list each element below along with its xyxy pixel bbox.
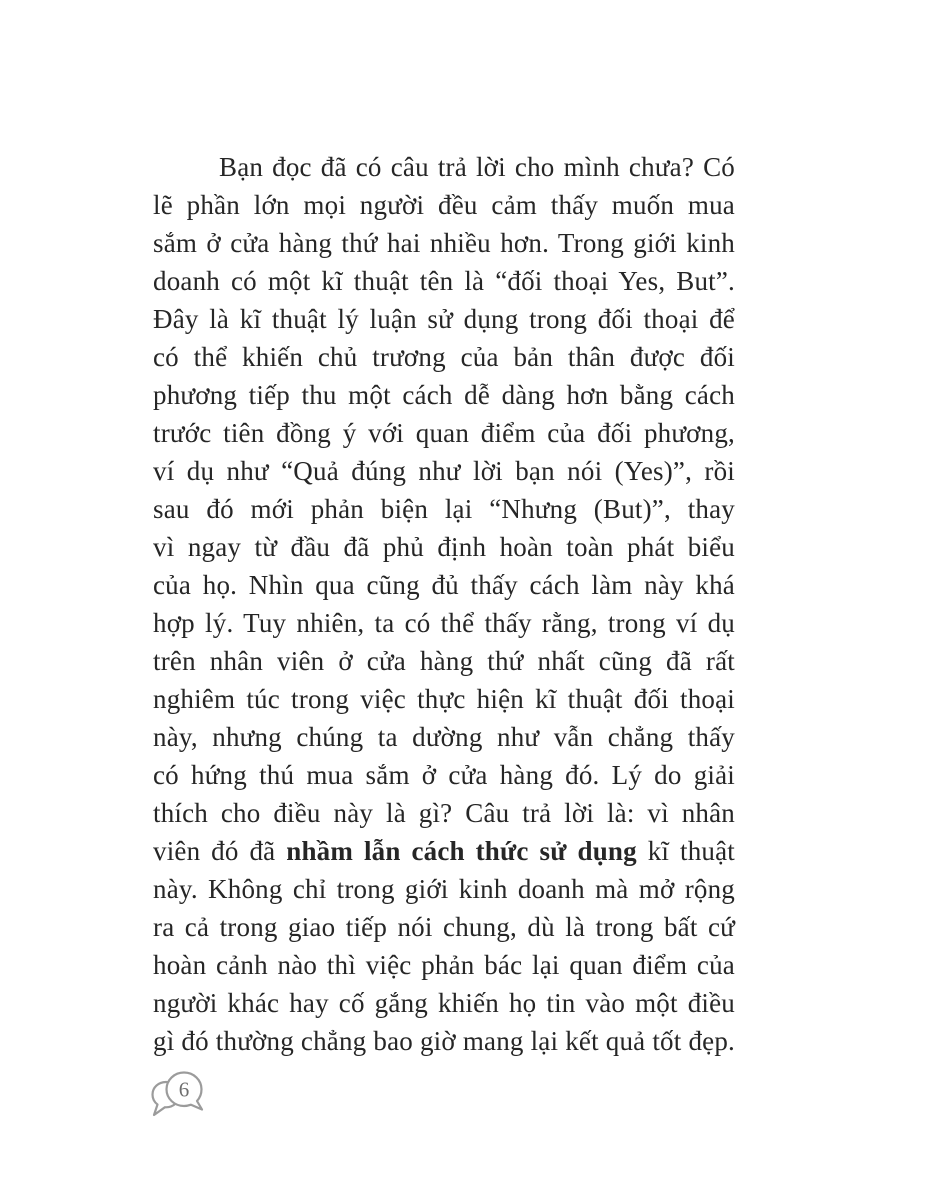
text-line: doanh có một kĩ thuật tên là “đối thoại Yes, But”. (153, 266, 735, 296)
page-number: 6 (178, 1077, 190, 1102)
text-line: ví dụ như “Quả đúng như lời bạn nói (Yes)”, rồi (153, 456, 735, 486)
text-line: vì ngay từ đầu đã phủ định hoàn toàn phát biểu (153, 532, 735, 562)
text-line: gì đó thường chẳng bao giờ mang lại kết quả tốt đẹp. (153, 1026, 735, 1056)
text-line: của họ. Nhìn qua cũng đủ thấy cách làm này khá (153, 570, 735, 600)
text-line: này, nhưng chúng ta dường như vẫn chẳng thấy (153, 722, 735, 752)
highlighted-phrase: nhầm lẫn cách thức sử dụng (286, 836, 637, 866)
text-line: thích cho điều này là gì? Câu trả lời là: vì nhân (153, 798, 735, 828)
page-footer (149, 1070, 209, 1124)
text-line: này. Không chỉ trong giới kinh doanh mà mở rộng (153, 874, 735, 904)
text-segment: kĩ thuật (636, 836, 736, 866)
text-line: hoàn cảnh nào thì việc phản bác lại quan điểm của (153, 950, 735, 980)
body-text (153, 148, 735, 1060)
text-line: trên nhân viên ở cửa hàng thứ nhất cũng đã rất (153, 646, 735, 676)
text-line (153, 832, 735, 870)
text-line: người khác hay cố gắng khiến họ tin vào một điều (153, 988, 735, 1018)
text-line: phương tiếp thu một cách dễ dàng hơn bằng cách (153, 380, 735, 410)
speech-bubbles-icon (149, 1070, 207, 1122)
text-line: hợp lý. Tuy nhiên, ta có thể thấy rằng, trong ví dụ (153, 608, 735, 638)
text-line: ra cả trong giao tiếp nói chung, dù là trong bất cứ (153, 912, 735, 942)
text-line: trước tiên đồng ý với quan điểm của đối phương, (153, 418, 735, 448)
text-line: Bạn đọc đã có câu trả lời cho mình chưa? Có (219, 152, 735, 182)
text-line: có hứng thú mua sắm ở cửa hàng đó. Lý do giải (153, 760, 735, 790)
text-line: sắm ở cửa hàng thứ hai nhiều hơn. Trong giới kinh (153, 228, 735, 258)
text-line: nghiêm túc trong việc thực hiện kĩ thuật đối thoại (153, 684, 735, 714)
text-line: sau đó mới phản biện lại “Nhưng (But)”, thay (153, 494, 735, 524)
text-line: Đây là kĩ thuật lý luận sử dụng trong đối thoại để (153, 304, 735, 334)
text-line: lẽ phần lớn mọi người đều cảm thấy muốn mua (153, 190, 735, 220)
text-segment: viên đó đã (153, 836, 287, 866)
text-line: có thể khiến chủ trương của bản thân được đối (153, 342, 735, 372)
